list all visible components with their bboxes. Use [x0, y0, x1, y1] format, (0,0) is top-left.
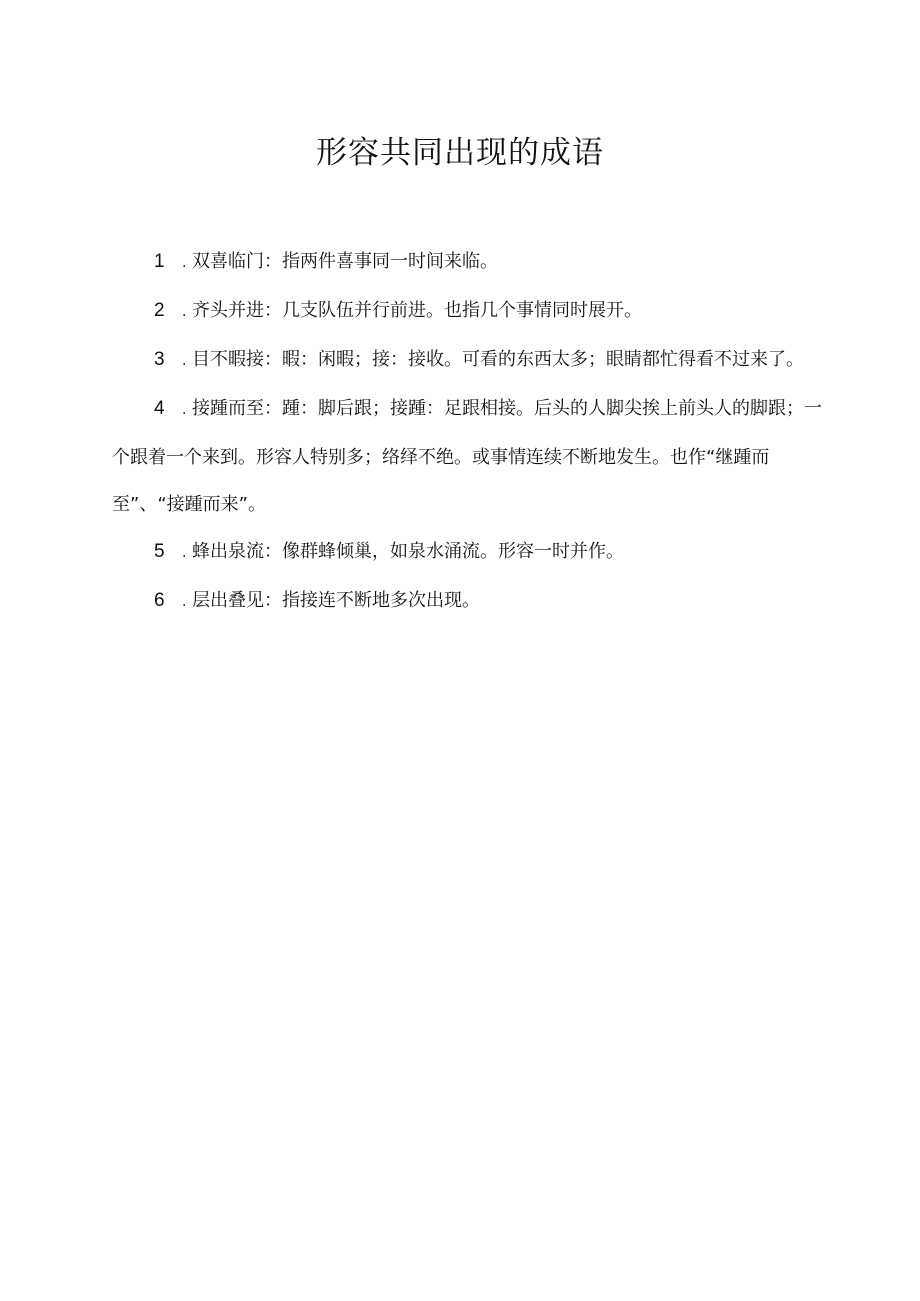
item-text: 目不暇接：暇：闲暇；接：接收。可看的东西太多；眼睛都忙得看不过来了。	[192, 349, 804, 370]
item-text: 双喜临门：指两件喜事同一时间来临。	[192, 251, 498, 272]
item-separator: .	[182, 594, 187, 610]
item-number: 2	[154, 300, 165, 321]
list-item	[112, 238, 824, 287]
item-text: 层出叠见：指接连不断地多次出现。	[192, 590, 480, 611]
item-number: 4	[154, 398, 165, 419]
item-text: 接踵而至：踵：脚后跟；接踵：足跟相接。后头的人脚尖挨上前头人的脚跟；一个跟着一个来到。形容人特别多；络绎不绝。或事情连续不断地发生。也作“继踵而至”、“接踵而来”。	[112, 398, 822, 515]
item-separator: .	[182, 545, 187, 561]
item-number: 3	[154, 349, 165, 370]
item-number: 1	[154, 251, 165, 272]
item-text: 蜂出泉流：像群蜂倾巢，如泉水涌流。形容一时并作。	[192, 541, 624, 562]
page-title: 形容共同出现的成语	[316, 135, 604, 171]
list-item	[112, 336, 824, 385]
list-item	[112, 528, 824, 577]
idiom-list	[112, 238, 824, 626]
item-number: 6	[154, 590, 165, 611]
item-separator: .	[182, 353, 187, 369]
item-number: 5	[154, 541, 165, 562]
item-separator: .	[182, 402, 187, 418]
list-item	[112, 287, 824, 336]
item-separator: .	[182, 255, 187, 271]
item-text: 齐头并进：几支队伍并行前进。也指几个事情同时展开。	[192, 300, 642, 321]
item-separator: .	[182, 304, 187, 320]
list-item	[112, 385, 824, 528]
list-item	[112, 577, 824, 626]
